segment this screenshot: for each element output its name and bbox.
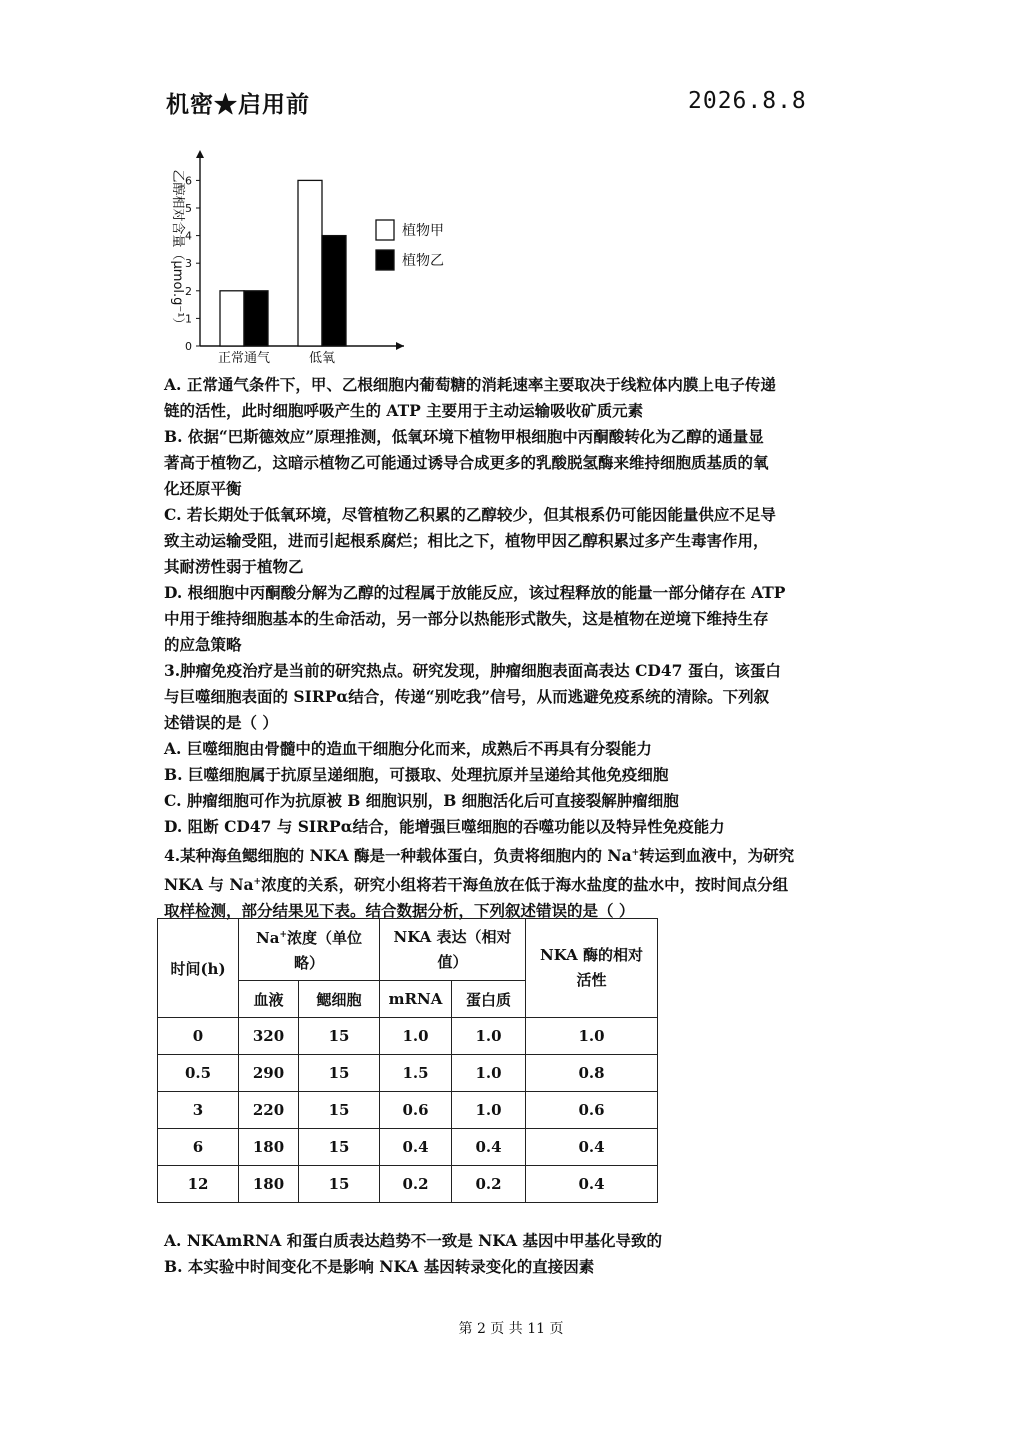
table-cell: 0.4 bbox=[380, 1129, 452, 1166]
ethanol-bar-chart bbox=[160, 150, 460, 365]
table-cell: 1.0 bbox=[452, 1092, 526, 1129]
q2-option-c bbox=[164, 502, 864, 580]
table-row bbox=[158, 1018, 658, 1055]
q3-stem-line: 3.肿瘤免疫治疗是当前的研究热点。研究发现，肿瘤细胞表面高表达 CD47 蛋白，该蛋白 bbox=[164, 661, 781, 680]
table-cell: 1.0 bbox=[452, 1018, 526, 1055]
nka-data-table bbox=[157, 918, 658, 1203]
q3-stem-line: 述错误的是（ ） bbox=[164, 713, 278, 732]
table-row bbox=[158, 1166, 658, 1203]
question-3 bbox=[164, 658, 864, 840]
y-tick-label: 1 bbox=[185, 312, 192, 326]
th-sub: mRNA bbox=[380, 981, 452, 1018]
table-cell: 1.0 bbox=[380, 1018, 452, 1055]
legend-label: 植物乙 bbox=[402, 253, 444, 269]
q4-stem-line-3: 取样检测，部分结果见下表。结合数据分析，下列叙述错误的是（ ） bbox=[164, 901, 635, 921]
q3-option-d: D. 阻断 CD47 与 SIRPα结合，能增强巨噬细胞的吞噬功能以及特异性免疫能力 bbox=[164, 817, 725, 836]
bar-plant-b bbox=[244, 291, 268, 346]
y-tick-label: 6 bbox=[185, 174, 192, 188]
q2-option-a-line: A. 正常通气条件下，甲、乙根细胞内葡萄糖的消耗速率主要取决于线粒体内膜上电子传递 bbox=[164, 375, 776, 394]
q2-option-a-line: 链的活性，此时细胞呼吸产生的 ATP 主要用于主动运输吸收矿质元素 bbox=[164, 401, 644, 420]
q2-option-b-line: 化还原平衡 bbox=[164, 479, 242, 498]
q2-option-d-line: 中用于维持细胞基本的生命活动，另一部分以热能形式散失，这是植物在逆境下维持生存 bbox=[164, 609, 769, 628]
table-cell: 15 bbox=[299, 1092, 380, 1129]
table-cell: 0.4 bbox=[452, 1129, 526, 1166]
bar-plant-a bbox=[298, 180, 322, 346]
legend-label: 植物甲 bbox=[402, 223, 444, 239]
table-row bbox=[158, 1129, 658, 1166]
q2-option-c-line: 致主动运输受阻，进而引起根系腐烂；相比之下，植物甲因乙醇积累过多产生毒害作用， bbox=[164, 531, 769, 550]
table-cell: 1.5 bbox=[380, 1055, 452, 1092]
bar-plant-a bbox=[220, 291, 244, 346]
q4-option-b: B. 本实验中时间变化不是影响 NKA 基因转录变化的直接因素 bbox=[164, 1257, 595, 1276]
table-cell: 0.5 bbox=[158, 1055, 239, 1092]
table-cell: 0.6 bbox=[380, 1092, 452, 1129]
question-4-stem bbox=[164, 840, 864, 924]
x-tick-label: 低氧 bbox=[308, 351, 336, 365]
q2-option-b-line: 著高于植物乙，这暗示植物乙可能通过诱导合成更多的乳酸脱氢酶来维持细胞质基质的氧 bbox=[164, 453, 769, 472]
q2-option-b-line: B. 依据“巴斯德效应”原理推测，低氧环境下植物甲根细胞中丙酮酸转化为乙醇的通量显 bbox=[164, 427, 764, 446]
q3-option-a: A. 巨噬细胞由骨髓中的造血干细胞分化而来，成熟后不再具有分裂能力 bbox=[164, 739, 652, 758]
th-nka-expression: NKA 表达（相对 值） bbox=[380, 919, 526, 981]
table-cell: 1.0 bbox=[526, 1018, 658, 1055]
table-row bbox=[158, 1092, 658, 1129]
table-cell: 0.4 bbox=[526, 1166, 658, 1203]
th-nka-activity: NKA 酶的相对 活性 bbox=[526, 919, 658, 1018]
table-cell: 0.2 bbox=[380, 1166, 452, 1203]
q3-option-c: C. 肿瘤细胞可作为抗原被 B 细胞识别，B 细胞活化后可直接裂解肿瘤细胞 bbox=[164, 791, 679, 810]
th-time: 时间(h) bbox=[158, 919, 239, 1018]
q3-option-b: B. 巨噬细胞属于抗原呈递细胞，可摄取、处理抗原并呈递给其他免疫细胞 bbox=[164, 765, 669, 784]
q2-options bbox=[164, 372, 864, 658]
th-na-concentration: Na+浓度（单位 略） bbox=[239, 919, 380, 981]
table-cell: 0.4 bbox=[526, 1129, 658, 1166]
table-cell: 290 bbox=[239, 1055, 299, 1092]
y-axis-arrow bbox=[196, 150, 204, 158]
th-sub: 鳃细胞 bbox=[299, 981, 380, 1018]
y-tick-label: 3 bbox=[185, 257, 192, 271]
table-row bbox=[158, 1055, 658, 1092]
table-cell: 0.2 bbox=[452, 1166, 526, 1203]
table-cell: 180 bbox=[239, 1166, 299, 1203]
table-cell: 15 bbox=[299, 1055, 380, 1092]
page-footer: 第 2 页 共 11 页 bbox=[458, 1321, 564, 1337]
q4-stem-line-2: NKA 与 Na+浓度的关系，研究小组将若干海鱼放在低于海水盐度的盐水中，按时间点分组 bbox=[164, 875, 789, 895]
y-tick-label: 4 bbox=[185, 229, 192, 243]
table-cell: 0 bbox=[158, 1018, 239, 1055]
y-tick-label: 0 bbox=[185, 340, 192, 353]
table-cell: 15 bbox=[299, 1018, 380, 1055]
q4-stem-line-1: 4.某种海鱼鳃细胞的 NKA 酶是一种载体蛋白，负责将细胞内的 Na+转运到血液中，为研究 bbox=[164, 846, 795, 866]
y-tick-label: 2 bbox=[185, 284, 192, 298]
q2-option-d bbox=[164, 580, 864, 658]
table-cell: 12 bbox=[158, 1166, 239, 1203]
th-sub: 蛋白质 bbox=[452, 981, 526, 1018]
table-cell: 3 bbox=[158, 1092, 239, 1129]
q2-option-b bbox=[164, 424, 864, 502]
bar-plant-b bbox=[322, 236, 346, 346]
th-sub: 血液 bbox=[239, 981, 299, 1018]
table-cell: 0.6 bbox=[526, 1092, 658, 1129]
q2-option-c-line: C. 若长期处于低氧环境，尽管植物乙积累的乙醇较少，但其根系仍可能因能量供应不足导 bbox=[164, 505, 776, 524]
q2-option-d-line: D. 根细胞中丙酮酸分解为乙醇的过程属于放能反应，该过程释放的能量一部分储存在 ATP bbox=[164, 583, 786, 602]
q2-option-d-line: 的应急策略 bbox=[164, 635, 242, 654]
q2-option-c-line: 其耐涝性弱于植物乙 bbox=[164, 557, 304, 576]
legend-swatch bbox=[376, 250, 394, 270]
table-cell: 180 bbox=[239, 1129, 299, 1166]
q3-stem-line: 与巨噬细胞表面的 SIRPα结合，传递“别吃我”信号，从而逃避免疫系统的清除。下列叙 bbox=[164, 687, 770, 706]
header-title: 机密★启用前 bbox=[166, 91, 310, 118]
table-cell: 1.0 bbox=[452, 1055, 526, 1092]
y-axis-label: 乙醇相对含量（μmol.g⁻¹） bbox=[170, 169, 185, 331]
table-cell: 320 bbox=[239, 1018, 299, 1055]
y-tick-label: 5 bbox=[185, 202, 192, 215]
x-axis-arrow bbox=[396, 342, 404, 350]
table-cell: 15 bbox=[299, 1129, 380, 1166]
table-cell: 15 bbox=[299, 1166, 380, 1203]
q4-options bbox=[164, 1228, 864, 1280]
x-tick-label: 正常通气 bbox=[217, 351, 271, 365]
header-date: 2026.8.8 bbox=[688, 88, 807, 114]
table-cell: 220 bbox=[239, 1092, 299, 1129]
legend-swatch bbox=[376, 220, 394, 240]
q2-option-a bbox=[164, 372, 864, 424]
table-cell: 0.8 bbox=[526, 1055, 658, 1092]
table-cell: 6 bbox=[158, 1129, 239, 1166]
q4-option-a: A. NKAmRNA 和蛋白质表达趋势不一致是 NKA 基因中甲基化导致的 bbox=[164, 1231, 663, 1250]
